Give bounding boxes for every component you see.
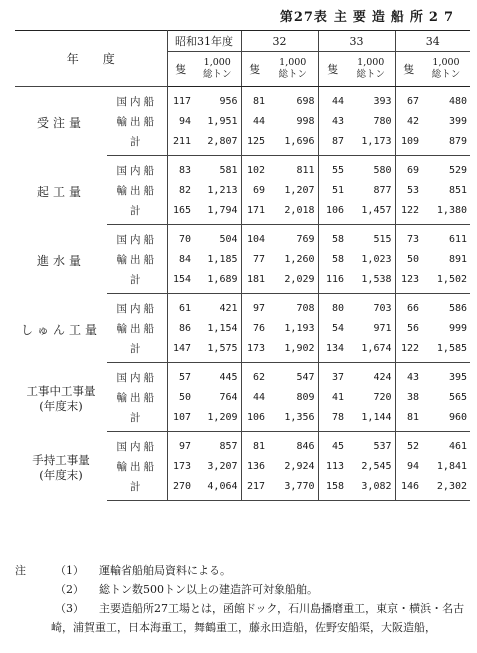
tonnage-cell: 1,457: [347, 200, 395, 225]
unit-ton-header: [194, 52, 241, 87]
tonnage-cell: 2,545: [361, 460, 392, 472]
ship-count-cell: 116: [318, 269, 347, 294]
ship-count-cell: 104: [241, 225, 268, 250]
tonnage-cell: 1,185: [207, 253, 238, 265]
ship-count-cell: 55: [318, 156, 347, 181]
shipbuilding-table: [15, 30, 470, 501]
ship-count-cell: 86: [178, 322, 192, 334]
tonnage-cell: 891: [448, 253, 468, 265]
tonnage-cell: 393: [373, 95, 392, 107]
ship-count-cell: 69: [241, 180, 268, 200]
footnote-text: 主要造船所27工場とは，函館ドック，石川島播磨重工，東京・横浜・名古: [99, 602, 465, 615]
tonnage-cell: 424: [373, 371, 392, 383]
tonnage-cell: 1,575: [194, 338, 241, 363]
ship-count-cell: 109: [395, 131, 422, 156]
table-row: [15, 225, 470, 250]
category-note: (年度末): [39, 399, 83, 413]
ship-count-cell: 173: [172, 460, 192, 472]
tonnage-cell: 581: [219, 164, 238, 176]
ton-unit-line1: 1,000: [432, 57, 460, 68]
tonnage-cell: 1,023: [361, 253, 392, 265]
tonnage-cell: 1,173: [347, 131, 395, 156]
tonnage-cell: 504: [219, 233, 238, 245]
ship-count-cell: 80: [318, 294, 347, 319]
ship-count-cell: 84: [178, 253, 192, 265]
ship-count-cell: 136: [241, 456, 268, 476]
year-header-cell: 32: [241, 31, 318, 52]
row-label: 国内船: [107, 225, 167, 250]
ton-unit-line2: 総トン: [203, 69, 232, 80]
row-label: 輸出船: [107, 249, 167, 269]
year-header-row: [15, 31, 470, 52]
tonnage-cell: 1,209: [194, 407, 241, 432]
ship-count-cell: 53: [395, 180, 422, 200]
ton-unit-line1: 1,000: [279, 57, 307, 68]
year-header-cell: 昭和31年度: [167, 31, 241, 52]
footnote-item: [15, 599, 475, 618]
unit-ton-header: [422, 52, 470, 87]
ship-count-cell: 134: [318, 338, 347, 363]
footnote-label: 注: [15, 564, 26, 577]
unit-count-header: 隻: [395, 52, 422, 87]
ship-count-cell: 44: [318, 87, 347, 112]
ship-count-cell: 44: [241, 111, 268, 131]
year-header-cell: 34: [395, 31, 470, 52]
ship-count-cell: 154: [167, 269, 194, 294]
ship-count-cell: 106: [318, 200, 347, 225]
tonnage-cell: 971: [373, 322, 392, 334]
tonnage-cell: 769: [296, 233, 315, 245]
row-label: 輸出船: [107, 111, 167, 131]
tonnage-cell: 877: [373, 184, 392, 196]
ship-count-cell: 62: [241, 363, 268, 388]
tonnage-cell: 999: [448, 322, 468, 334]
tonnage-cell: 1,502: [422, 269, 470, 294]
tonnage-cell: 811: [296, 164, 315, 176]
tonnage-cell: 1,380: [422, 200, 470, 225]
ship-count-cell: 94: [178, 115, 192, 127]
ship-count-cell: 87: [318, 131, 347, 156]
tonnage-cell: 1,193: [284, 322, 315, 334]
tonnage-cell: 2,018: [268, 200, 318, 225]
unit-count-header: 隻: [167, 52, 194, 87]
tonnage-cell: 1,585: [422, 338, 470, 363]
ship-count-cell: 61: [178, 302, 192, 314]
category-note: (年度末): [39, 468, 83, 482]
ship-count-cell: 158: [318, 476, 347, 501]
ship-count-cell: 58: [318, 249, 347, 269]
row-label: 国内船: [107, 156, 167, 181]
tonnage-cell: 445: [219, 371, 238, 383]
ship-count-cell: 122: [395, 338, 422, 363]
tonnage-cell: 809: [296, 391, 315, 403]
ship-count-cell: 102: [241, 156, 268, 181]
table-row: [15, 432, 470, 457]
ship-count-cell: 81: [241, 87, 268, 112]
ship-count-cell: 97: [178, 440, 192, 452]
tonnage-cell: 1,951: [207, 115, 238, 127]
tonnage-cell: 3,082: [347, 476, 395, 501]
category-label: [15, 294, 107, 363]
tonnage-cell: 698: [296, 95, 315, 107]
tonnage-cell: 703: [373, 302, 392, 314]
unit-ton-header: [268, 52, 318, 87]
ship-count-cell: 42: [395, 111, 422, 131]
ship-count-cell: 173: [241, 338, 268, 363]
tonnage-cell: 547: [296, 371, 315, 383]
ship-count-cell: 165: [167, 200, 194, 225]
category-label: [15, 432, 107, 501]
tonnage-cell: 461: [448, 440, 468, 452]
footnote-item: [15, 561, 475, 580]
category-name: 工事中工事量: [26, 384, 96, 398]
tonnage-cell: 1,207: [284, 184, 315, 196]
ship-count-cell: 37: [318, 363, 347, 388]
ship-count-cell: 66: [395, 294, 422, 319]
ship-count-cell: 73: [395, 225, 422, 250]
tonnage-cell: 764: [219, 391, 238, 403]
ship-count-cell: 52: [395, 432, 422, 457]
tonnage-cell: 1,902: [268, 338, 318, 363]
tonnage-cell: 2,807: [194, 131, 241, 156]
footnotes: [15, 561, 475, 637]
ship-count-cell: 106: [241, 407, 268, 432]
ship-count-cell: 113: [318, 456, 347, 476]
ship-count-cell: 217: [241, 476, 268, 501]
ship-count-cell: 83: [178, 164, 192, 176]
ship-count-cell: 146: [395, 476, 422, 501]
tonnage-cell: 399: [448, 115, 468, 127]
ship-count-cell: 270: [167, 476, 194, 501]
tonnage-cell: 1,213: [207, 184, 238, 196]
ship-count-cell: 181: [241, 269, 268, 294]
row-label: 国内船: [107, 363, 167, 388]
row-label: 輸出船: [107, 180, 167, 200]
ship-count-cell: 67: [395, 87, 422, 112]
unit-count-header: 隻: [318, 52, 347, 87]
row-label: 輸出船: [107, 318, 167, 338]
tonnage-cell: 611: [448, 233, 468, 245]
tonnage-cell: 3,770: [268, 476, 318, 501]
row-label: 国内船: [107, 294, 167, 319]
row-label: 計: [107, 200, 167, 225]
tonnage-cell: 956: [219, 95, 238, 107]
tonnage-cell: 1,794: [194, 200, 241, 225]
tonnage-cell: 2,924: [284, 460, 315, 472]
ship-count-cell: 117: [172, 95, 192, 107]
row-label: 計: [107, 338, 167, 363]
unit-count-header: 隻: [241, 52, 268, 87]
ship-count-cell: 81: [395, 407, 422, 432]
row-label: 国内船: [107, 87, 167, 112]
ton-unit-line2: 総トン: [278, 69, 308, 80]
ship-count-cell: 41: [318, 387, 347, 407]
ship-count-cell: 57: [178, 371, 192, 383]
tonnage-cell: 1,356: [268, 407, 318, 432]
tonnage-cell: 529: [448, 164, 468, 176]
category-label: [15, 156, 107, 225]
tonnage-cell: 851: [448, 184, 468, 196]
table-title: [280, 6, 459, 25]
footnote-continuation: 崎，浦賀重工，日本海重工，舞鶴重工，藤永田造船，佐野安船渠，大阪造船，: [51, 621, 436, 634]
ship-count-cell: 38: [395, 387, 422, 407]
tonnage-cell: 565: [448, 391, 468, 403]
table-row: [15, 156, 470, 181]
tonnage-cell: 1,689: [194, 269, 241, 294]
tonnage-cell: 4,064: [194, 476, 241, 501]
year-header-label: 年 度: [15, 31, 167, 87]
ship-count-cell: 70: [178, 233, 192, 245]
ship-count-cell: 211: [167, 131, 194, 156]
table-number: 第27表: [279, 10, 328, 25]
row-label: 計: [107, 407, 167, 432]
footnote-number: （3）: [55, 602, 84, 615]
ton-unit-line2: 総トン: [356, 69, 386, 80]
ship-count-cell: 58: [318, 225, 347, 250]
tonnage-cell: 1,841: [436, 460, 468, 472]
ship-count-cell: 125: [241, 131, 268, 156]
tonnage-cell: 537: [373, 440, 392, 452]
ship-count-cell: 77: [241, 249, 268, 269]
ton-unit-line2: 総トン: [431, 69, 461, 80]
tonnage-cell: 2,029: [268, 269, 318, 294]
row-label: 計: [107, 269, 167, 294]
ship-count-cell: 81: [241, 432, 268, 457]
category-name: しゅん工量: [20, 322, 101, 337]
table-row: [15, 363, 470, 388]
row-label: 輸出船: [107, 387, 167, 407]
footnote-number: （2）: [55, 583, 84, 596]
tonnage-cell: 1,674: [347, 338, 395, 363]
category-label: [15, 225, 107, 294]
ship-count-cell: 123: [395, 269, 422, 294]
ton-unit-line1: 1,000: [357, 57, 385, 68]
tonnage-cell: 1,144: [347, 407, 395, 432]
ship-count-cell: 69: [395, 156, 422, 181]
tonnage-cell: 515: [373, 233, 392, 245]
ship-count-cell: 50: [395, 249, 422, 269]
year-header-cell: 33: [318, 31, 395, 52]
tonnage-cell: 1,696: [268, 131, 318, 156]
tonnage-cell: 1,260: [284, 253, 315, 265]
tonnage-cell: 960: [422, 407, 470, 432]
tonnage-cell: 1,538: [347, 269, 395, 294]
category-name: 起工量: [36, 184, 85, 199]
ship-count-cell: 147: [167, 338, 194, 363]
ship-count-cell: 51: [318, 180, 347, 200]
tonnage-cell: 395: [448, 371, 468, 383]
ship-count-cell: 43: [395, 363, 422, 388]
ship-count-cell: 97: [241, 294, 268, 319]
tonnage-cell: 780: [373, 115, 392, 127]
tonnage-cell: 3,207: [207, 460, 238, 472]
ship-count-cell: 122: [395, 200, 422, 225]
ship-count-cell: 82: [178, 184, 192, 196]
tonnage-cell: 421: [219, 302, 238, 314]
tonnage-cell: 720: [373, 391, 392, 403]
ship-count-cell: 45: [318, 432, 347, 457]
tonnage-cell: 2,302: [422, 476, 470, 501]
row-label: 国内船: [107, 432, 167, 457]
tonnage-cell: 846: [296, 440, 315, 452]
ship-count-cell: 56: [395, 318, 422, 338]
ship-count-cell: 171: [241, 200, 268, 225]
ship-count-cell: 44: [241, 387, 268, 407]
tonnage-cell: 857: [219, 440, 238, 452]
row-label: 輸出船: [107, 456, 167, 476]
ship-count-cell: 76: [241, 318, 268, 338]
category-name: 手持工事量: [32, 453, 90, 467]
tonnage-cell: 879: [422, 131, 470, 156]
category-name: 受注量: [36, 115, 85, 130]
tonnage-cell: 708: [296, 302, 315, 314]
table-row: [15, 87, 470, 112]
category-label: [15, 87, 107, 156]
tonnage-cell: 998: [296, 115, 315, 127]
ship-count-cell: 94: [395, 456, 422, 476]
footnote-number: （1）: [55, 564, 84, 577]
ship-count-cell: 78: [318, 407, 347, 432]
unit-ton-header: [347, 52, 395, 87]
tonnage-cell: 580: [373, 164, 392, 176]
footnote-text: 総トン数500トン以上の建造許可対象船舶。: [99, 583, 318, 596]
category-name: 進水量: [36, 253, 85, 268]
row-label: 計: [107, 131, 167, 156]
ton-unit-line1: 1,000: [203, 57, 231, 68]
footnote-item: [15, 580, 475, 599]
ship-count-cell: 54: [318, 318, 347, 338]
tonnage-cell: 480: [448, 95, 468, 107]
ship-count-cell: 50: [178, 391, 192, 403]
table-row: [15, 294, 470, 319]
ship-count-cell: 43: [318, 111, 347, 131]
table-name: 主要造船所27: [333, 10, 459, 25]
ship-count-cell: 107: [167, 407, 194, 432]
footnote-text: 運輸省船舶局資料による。: [99, 564, 231, 577]
row-label: 計: [107, 476, 167, 501]
category-label: [15, 363, 107, 432]
tonnage-cell: 586: [448, 302, 468, 314]
tonnage-cell: 1,154: [207, 322, 238, 334]
